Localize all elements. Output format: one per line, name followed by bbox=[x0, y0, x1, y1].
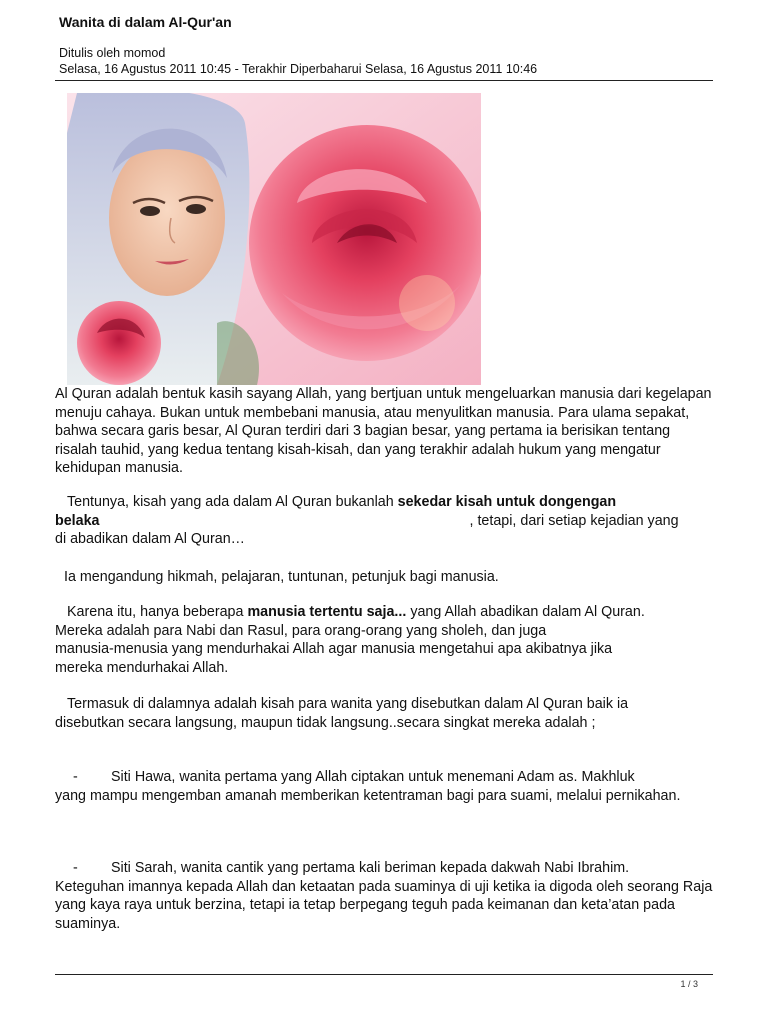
list-dash: - bbox=[73, 860, 78, 876]
hijab-rose-illustration bbox=[67, 93, 481, 385]
page-title: Wanita di dalam Al-Qur'an bbox=[59, 14, 232, 30]
list-item bbox=[55, 768, 715, 805]
footer-divider bbox=[55, 974, 713, 975]
paragraph-stories-cont: , tetapi, dari setiap kejadian yang bbox=[469, 512, 679, 529]
list-dash: - bbox=[73, 769, 78, 785]
list-item-rest: yang mampu mengemban amanah memberikan ketentraman bagi para suami, melalui pernikahan. bbox=[55, 787, 681, 804]
paragraph-wisdom: Ia mengandung hikmah, pelajaran, tuntunan, petunjuk bagi manusia. bbox=[64, 569, 499, 585]
list-item bbox=[55, 859, 715, 933]
paragraph-chosen-line-2: Mereka adalah para Nabi dan Rasul, para orang-orang yang sholeh, dan juga bbox=[55, 622, 547, 639]
paragraph-women-line-1: Termasuk di dalamnya adalah kisah para wanita yang disebutkan dalam Al Quran baik ia bbox=[67, 696, 629, 712]
paragraph-chosen-bold: manusia tertentu saja... bbox=[247, 604, 407, 620]
paragraph-chosen-line-3: manusia-menusia yang mendurhakai Allah agar manusia mengetahui apa akibatnya jika bbox=[55, 641, 613, 657]
dates-line: Selasa, 16 Agustus 2011 10:45 - Terakhir Diperbaharui Selasa, 16 Agustus 2011 10:46 bbox=[59, 62, 538, 76]
paragraph-women bbox=[55, 695, 715, 732]
list-item-first-line: Siti Sarah, wanita cantik yang pertama kali beriman kepada dakwah Nabi Ibrahim. bbox=[111, 860, 630, 876]
paragraph-stories bbox=[55, 493, 715, 549]
paragraph-women-line-2: disebutkan secara langsung, maupun tidak langsung..secara singkat mereka adalah ; bbox=[55, 714, 596, 731]
paragraph-chosen bbox=[55, 603, 715, 677]
paragraph-stories-bold: sekedar kisah untuk dongengan bbox=[397, 494, 617, 510]
paragraph-stories-lead: Tentunya, kisah yang ada dalam Al Quran bukanlah bbox=[67, 494, 398, 510]
paragraph-intro: Al Quran adalah bentuk kasih sayang Allah, yang bertjuan untuk mengeluarkan manusia dari kegelapan menuju cahaya. Bukan untuk membebani manusia, atau menyulitkan manusia. Para ulama sepakat, bahwa secara garis besar, Al Quran terdiri dari 3 bagian besar, yang pertama ia berisikan tentang risalah tauhid, yang kedua tentang kisah-kisah, dan yang terakhir adalah hukum yang mengatur kehidupan manusia. bbox=[55, 386, 712, 476]
paragraph-stories-bold-2: belaka bbox=[55, 512, 100, 529]
paragraph-chosen-line-4: mereka mendurhakai Allah. bbox=[55, 659, 229, 676]
article-image bbox=[67, 93, 481, 385]
list-item-rest: Keteguhan imannya kepada Allah dan ketaatan pada suaminya di uji ketika ia digoda oleh seorang Raja yang kaya raya untuk berzina, tetapi ia tetap berpegang teguh pada keimanan dan keta’atan pada suaminya. bbox=[55, 878, 713, 932]
header-divider bbox=[55, 80, 713, 81]
list-item-first-line: Siti Hawa, wanita pertama yang Allah ciptakan untuk menemani Adam as. Makhluk bbox=[111, 769, 635, 785]
paragraph-chosen-lead: Karena itu, hanya beberapa bbox=[67, 604, 248, 620]
paragraph-stories-end: di abadikan dalam Al Quran… bbox=[55, 531, 245, 547]
author-line: Ditulis oleh momod bbox=[59, 46, 166, 60]
page-number: 1 / 3 bbox=[680, 979, 698, 989]
paragraph-chosen-cont: yang Allah abadikan dalam Al Quran. bbox=[406, 604, 645, 620]
